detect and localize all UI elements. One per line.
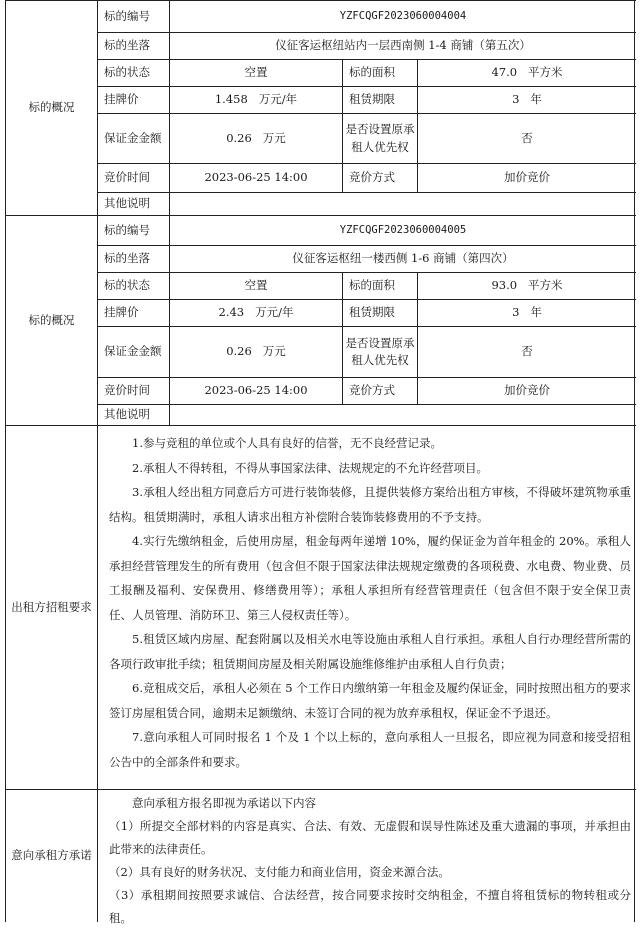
price-value bbox=[170, 87, 342, 113]
deposit-number: 0.26 bbox=[226, 130, 252, 145]
priority-label-line1: 是否设置原承 bbox=[345, 122, 415, 137]
term-number: 3 bbox=[512, 92, 520, 107]
location-value: 仪征客运枢纽一楼西侧 1-6 商铺（第四次） bbox=[292, 251, 514, 266]
code-label: 标的编号 bbox=[104, 8, 150, 23]
priority-value: 否 bbox=[521, 130, 533, 145]
section-label: 标的概况 bbox=[28, 312, 75, 327]
term-number: 3 bbox=[512, 305, 520, 320]
price-label: 挂牌价 bbox=[104, 305, 139, 320]
area-number: 93.0 bbox=[491, 278, 518, 293]
requirements-label: 出租方招租要求 bbox=[11, 599, 92, 614]
other-label: 其他说明 bbox=[104, 407, 150, 422]
method-label: 竞价方式 bbox=[349, 383, 395, 398]
price-number: 1.458 bbox=[214, 92, 248, 107]
term-unit: 年 bbox=[530, 92, 542, 107]
priority-label-line1: 是否设置原承 bbox=[345, 335, 415, 350]
section-divider bbox=[6, 789, 636, 790]
section-label: 标的概况 bbox=[28, 99, 75, 114]
code-value: YZFCQGF2023060004004 bbox=[339, 9, 467, 22]
area-unit: 平方米 bbox=[528, 65, 563, 80]
price-value bbox=[170, 300, 342, 326]
location-label: 标的坐落 bbox=[104, 251, 150, 266]
area-label: 标的面积 bbox=[349, 278, 395, 293]
priority-label bbox=[343, 327, 417, 377]
commitment-intro: 意向承租方报名即视为承诺以下内容 bbox=[132, 796, 316, 810]
time-label: 竞价时间 bbox=[104, 170, 150, 185]
location-label: 标的坐落 bbox=[104, 38, 150, 53]
location-value: 仪征客运枢纽站内一层西南侧 1-4 商铺（第五次） bbox=[275, 38, 531, 53]
area-value bbox=[418, 273, 636, 299]
commitment-item: （2）具有良好的财务状况、支付能力和商业信用，资金来源合法。 bbox=[109, 865, 450, 879]
requirement-item: 7.意向承租人可同时报名 1 个及 1 个以上标的，意向承租人一旦报名，即应视为同意和接受招租公告中的全部条件和要求。 bbox=[109, 730, 631, 769]
commitment-item: （1）所提交全部材料的内容是真实、合法、有效、无虚假和误导性陈述及重大遗漏的事项，并承担由此带来的法律责任。 bbox=[109, 819, 631, 856]
method-label: 竞价方式 bbox=[349, 170, 395, 185]
row-divider bbox=[97, 404, 636, 405]
area-unit: 平方米 bbox=[528, 278, 563, 293]
commitment-item: （3）承租期间按照要求诚信、合法经营，按合同要求按时交纳租金，不擅自将租赁标的物转租或分租。 bbox=[109, 888, 631, 925]
deposit-number: 0.26 bbox=[226, 344, 252, 359]
price-unit: 万元/年 bbox=[255, 305, 294, 320]
requirements-list bbox=[109, 431, 631, 774]
requirement-item: 3.承租人经出租方同意后方可进行装饰装修，且提供装修方案给出租方审核，不得破坏建筑物承重结构。租赁期满时，承租人请求出租方补偿附合装饰装修费用的不予支持。 bbox=[109, 485, 631, 524]
other-label: 其他说明 bbox=[104, 196, 150, 211]
price-label: 挂牌价 bbox=[104, 92, 139, 107]
term-unit: 年 bbox=[530, 305, 542, 320]
status-label: 标的状态 bbox=[104, 278, 150, 293]
deposit-unit: 万元 bbox=[262, 344, 286, 359]
priority-label-line2: 租人优先权 bbox=[351, 139, 409, 154]
method-value: 加价竞价 bbox=[504, 170, 550, 185]
commitment-label: 意向承租方承诺 bbox=[11, 848, 92, 863]
commitment-list bbox=[109, 792, 631, 930]
priority-value: 否 bbox=[521, 344, 533, 359]
requirement-item: 4.实行先缴纳租金，后使用房屋，租金每两年递增 10%，履约保证金为首年租金的 20%。承租人承担经营管理发生的所有费用（包含但不限于国家法律法规规定缴费的各项税费、水电费、物业费、员工报酬及福利、安保费用、修缮费用等）；承租人承担所有经营管理责任（包含但不限于安全保卫责任、人员管理、消防环卫、第三人侵权责任等）。 bbox=[109, 534, 631, 622]
status-value: 空置 bbox=[244, 65, 268, 80]
time-value: 2023-06-25 14:00 bbox=[204, 170, 308, 185]
term-label: 租赁期限 bbox=[349, 92, 395, 107]
time-value: 2023-06-25 14:00 bbox=[204, 383, 308, 398]
code-label: 标的编号 bbox=[104, 222, 150, 237]
deposit-label: 保证金金额 bbox=[104, 130, 162, 145]
deposit-value bbox=[170, 114, 342, 163]
term-value bbox=[418, 300, 636, 326]
announcement-table bbox=[5, 0, 635, 925]
priority-label-line2: 租人优先权 bbox=[351, 353, 409, 367]
price-number: 2.43 bbox=[218, 305, 245, 320]
requirement-item: 2.承租人不得转租，不得从事国家法律、法规规定的不允许经营项目。 bbox=[132, 460, 488, 475]
area-number: 47.0 bbox=[491, 65, 518, 80]
term-label: 租赁期限 bbox=[349, 305, 395, 320]
deposit-label: 保证金金额 bbox=[104, 344, 162, 359]
status-value: 空置 bbox=[244, 278, 268, 293]
requirement-item: 6.竞租成交后，承租人必须在 5 个工作日内缴纳第一年租金及履约保证金，同时按照出租方的要求签订房屋租赁合同，逾期未足额缴纳、未签订合同的视为放弃承租权，保证金不予退还。 bbox=[109, 681, 631, 720]
deposit-value bbox=[170, 327, 342, 377]
code-value: YZFCQGF2023060004005 bbox=[339, 223, 467, 236]
priority-label bbox=[343, 114, 417, 163]
requirement-item: 1.参与竞租的单位或个人具有良好的信誉，无不良经营记录。 bbox=[132, 436, 442, 450]
method-value: 加价竞价 bbox=[504, 383, 550, 398]
deposit-unit: 万元 bbox=[262, 130, 286, 145]
section-divider bbox=[6, 425, 636, 426]
requirement-item: 5.租赁区域内房屋、配套附属以及相关水电等设施由承租人自行承担。承租人自行办理经营所需的各项行政审批手续；租赁期间房屋及相关附属设施维修维护由承租人自行负责； bbox=[109, 632, 631, 671]
price-unit: 万元/年 bbox=[258, 92, 298, 107]
area-label: 标的面积 bbox=[349, 65, 395, 80]
area-value bbox=[418, 60, 636, 86]
status-label: 标的状态 bbox=[104, 65, 150, 80]
term-value bbox=[418, 87, 636, 113]
row-divider bbox=[97, 192, 636, 193]
time-label: 竞价时间 bbox=[104, 383, 150, 398]
